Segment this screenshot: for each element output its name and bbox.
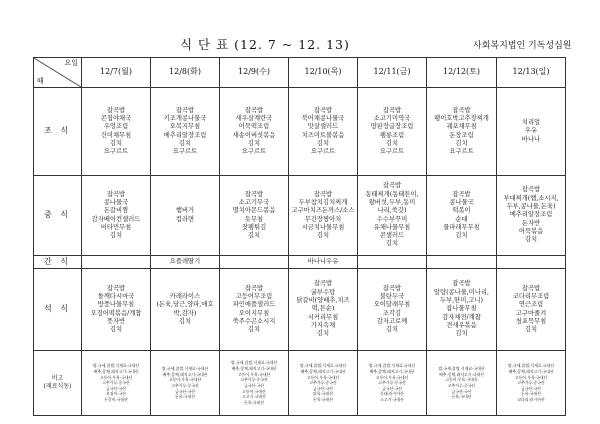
menu-cell bbox=[151, 176, 220, 256]
menu-item: 쑥주수곤소시지 bbox=[232, 317, 276, 325]
lunch-row bbox=[34, 176, 566, 256]
menu-cell bbox=[220, 269, 289, 351]
notes-cell bbox=[358, 351, 427, 416]
menu-item: 팽이호박고추장찌개 bbox=[434, 114, 489, 122]
meal-label-text: 간 식 bbox=[44, 256, 71, 266]
meal-label-text: 석 식 bbox=[44, 304, 71, 314]
origin-note: 소고기:국내산 bbox=[380, 397, 404, 403]
menu-item: 감자채전/계찹 bbox=[442, 313, 481, 321]
menu-item: 시커리무침 bbox=[307, 313, 339, 321]
origin-note: 배추,콩채,돼지고기:국내산 bbox=[369, 368, 415, 374]
origin-note: 배추,콩채,돼지고기:국내산 bbox=[162, 371, 208, 377]
menu-item: 김치 bbox=[524, 326, 538, 334]
notes-cell bbox=[151, 351, 220, 416]
day-header: 12/7(월) bbox=[82, 58, 151, 88]
menu-item: 카레라이스 bbox=[169, 292, 201, 300]
menu-item: 김치 bbox=[455, 232, 468, 240]
menu-cell bbox=[427, 269, 497, 351]
menu-cell bbox=[151, 256, 220, 269]
day-header: 12/12(토) bbox=[427, 58, 497, 88]
menu-item: 잡곡밥 bbox=[175, 106, 195, 114]
menu-item: 어묵볶음 bbox=[518, 227, 544, 235]
menu-item: 잡곡밥 bbox=[521, 284, 541, 292]
menu-cell bbox=[82, 88, 151, 176]
menu-item: 잣팽튀김 bbox=[241, 223, 267, 231]
menu-item: 새우살계란국 bbox=[235, 114, 273, 122]
menu-item: 건미채무침 bbox=[100, 131, 132, 139]
origin-note: 고추가루:중국산 bbox=[240, 377, 268, 383]
notes-cell bbox=[427, 351, 497, 416]
menu-cell bbox=[82, 256, 151, 269]
menu-item: 알탕(콩나물,미나리, bbox=[433, 288, 490, 296]
menu-item: (돈육,당근,양파,애호 bbox=[156, 301, 214, 309]
menu-item: 풋자반 bbox=[106, 317, 126, 325]
menu-cell bbox=[497, 256, 566, 269]
origin-note: 돈육:국내산 bbox=[520, 391, 542, 397]
notes-cell bbox=[289, 351, 358, 416]
menu-item: 오복지무침 bbox=[169, 123, 201, 131]
menu-item: 잡곡밥 bbox=[382, 106, 402, 114]
menu-item: 견새우볶음 bbox=[446, 321, 477, 329]
menu-item: 김치 bbox=[455, 330, 468, 338]
menu-cell bbox=[289, 88, 358, 176]
menu-cell bbox=[427, 176, 497, 256]
notes-cell bbox=[82, 351, 151, 416]
menu-item: 감자고로께 bbox=[376, 317, 408, 325]
menu-item: 무간장짱아치 bbox=[304, 215, 342, 223]
menu-cell bbox=[497, 269, 566, 351]
menu-cell bbox=[358, 176, 427, 256]
menu-item: 왕버섯,두부,동미 bbox=[368, 198, 416, 206]
title-area bbox=[0, 0, 600, 52]
menu-table bbox=[33, 57, 566, 416]
menu-item: 바나나우유 bbox=[307, 257, 339, 265]
menu-item: 파인애플샐러드 bbox=[232, 301, 276, 309]
menu-item: 돈갈비찜 bbox=[103, 207, 129, 215]
meal-label bbox=[34, 176, 82, 256]
menu-cell bbox=[220, 176, 289, 256]
menu-item: 떡,튼순) bbox=[311, 305, 335, 313]
menu-item: 김치 bbox=[247, 232, 261, 240]
menu-item: 김치 bbox=[385, 326, 399, 334]
origin-note: 돈육:국내산 bbox=[174, 394, 196, 400]
origin-note: 고등어,우육:국내산 bbox=[445, 377, 478, 383]
meal-label-text: 비고 bbox=[51, 374, 64, 382]
menu-item: 오이달래무침 bbox=[373, 301, 411, 309]
menu-item: 수수부꾸미 bbox=[376, 215, 408, 223]
menu-item: 돗무침 bbox=[244, 215, 264, 223]
menu-item: 오징어떡볶음/계찹 bbox=[90, 309, 142, 317]
menu-item: 청포묵무침 bbox=[515, 317, 547, 325]
menu-item: 바나나 bbox=[521, 135, 541, 143]
menu-item: 돈장조림 bbox=[449, 131, 474, 139]
menu-item: 소고기무국 bbox=[238, 198, 270, 206]
menu-item: 고구마치즈돈까스/소스 bbox=[291, 207, 355, 215]
origin-note: 배추,콩채,돼지고기:국내산 bbox=[438, 371, 485, 377]
origin-note: 돈육:국내산 bbox=[312, 397, 334, 403]
menu-cell bbox=[151, 88, 220, 176]
origin-note: 고등어:국내산 bbox=[242, 388, 266, 394]
notes-cell bbox=[220, 351, 289, 416]
menu-cell bbox=[497, 88, 566, 176]
menu-item: 콘칩야채국 bbox=[100, 114, 132, 122]
menu-item: 잡곡밥 bbox=[313, 106, 333, 114]
menu-item: 고등어무조림 bbox=[235, 292, 273, 300]
menu-item: 김치 bbox=[109, 232, 123, 240]
menu-item: 요구르트 bbox=[241, 148, 267, 156]
meal-label bbox=[34, 256, 82, 269]
origin-note: 배추,콩채,돼지고기:국내산 bbox=[300, 368, 346, 374]
origin-note: 쌀,국세,잡쌀,식재료:국내산 bbox=[92, 363, 140, 369]
origin-note: 돈갈비:국내산 bbox=[104, 397, 128, 403]
origin-note: 금국산:국산 bbox=[174, 388, 196, 394]
menu-cell bbox=[289, 176, 358, 256]
menu-cell bbox=[82, 176, 151, 256]
menu-cell bbox=[358, 88, 427, 176]
origin-note: 배추,콩채,돼지고기:국내산 bbox=[93, 368, 139, 374]
menu-item: 가지속채 bbox=[310, 321, 336, 329]
menu-item: 두부,딴미,고니) bbox=[440, 297, 483, 305]
menu-item: 메추리알장조림 bbox=[163, 131, 207, 139]
menu-item: 잡곡밥 bbox=[382, 182, 402, 190]
corner-meal-label: 때 bbox=[37, 76, 44, 85]
origin-note: 쌀,국세,잡쌀,식재료:국내산 bbox=[161, 366, 209, 372]
notes-row bbox=[34, 351, 566, 416]
menu-item: 치리얼 bbox=[521, 119, 541, 127]
menu-item: 잡곡밥 bbox=[452, 106, 471, 114]
menu-item: 잡곡밥 bbox=[313, 280, 333, 288]
menu-item: 잡곡밥 bbox=[244, 106, 264, 114]
day-header: 12/10(목) bbox=[289, 58, 358, 88]
menu-item: 김치 bbox=[385, 139, 399, 147]
menu-item: 요구르트 bbox=[172, 148, 198, 156]
menu-item: 김치 bbox=[178, 317, 192, 325]
origin-note: 금국산:국산 bbox=[381, 385, 403, 391]
origin-note: 금국산:국산 bbox=[520, 385, 542, 391]
menu-item: 돈자반 bbox=[521, 219, 541, 227]
day-header: 12/13(일) bbox=[497, 58, 566, 88]
meal-label-text: (재료식동) bbox=[43, 383, 72, 390]
menu-item: 오이지무침 bbox=[238, 309, 270, 317]
menu-item: 김치 bbox=[247, 326, 261, 334]
menu-item: 잡곡밥 bbox=[244, 190, 264, 198]
menu-item: 치즈미트볼볶음 bbox=[301, 131, 345, 139]
menu-cell bbox=[427, 88, 497, 176]
menu-item: 굴부수탕 bbox=[310, 288, 336, 296]
menu-item: 코다리무조림 bbox=[512, 292, 550, 300]
meal-label bbox=[34, 269, 82, 351]
menu-item: 요플레딸기 bbox=[169, 257, 201, 265]
menu-item: 김치 bbox=[178, 139, 192, 147]
menu-item: 불탄두국 bbox=[379, 292, 405, 300]
menu-item: 요구르트 bbox=[310, 148, 336, 156]
origin-note: 쌀,국세,잡쌀,식재료:국내산 bbox=[230, 360, 278, 366]
origin-note: 닭육:국내산 bbox=[312, 391, 334, 397]
menu-item: 감자베이컨샐러드 bbox=[91, 215, 141, 223]
menu-item: 김치 bbox=[316, 330, 330, 338]
menu-cell bbox=[497, 176, 566, 256]
menu-item: 방풍나물무침 bbox=[97, 301, 135, 309]
menu-item: 물파래무무침 bbox=[443, 223, 480, 231]
menu-item: 김치 bbox=[109, 139, 123, 147]
origin-note: 금국산:국산 bbox=[243, 383, 265, 388]
origin-note: 동태:러시아산 bbox=[380, 391, 404, 397]
menu-item: 김치 bbox=[109, 326, 123, 334]
menu-item: 팽롱조림 bbox=[379, 131, 405, 139]
origin-note: 고등어,우육:국내산 bbox=[168, 377, 202, 383]
menu-cell bbox=[220, 88, 289, 176]
meal-label-text: 중 식 bbox=[44, 210, 71, 220]
menu-item: 새송이버섯볶음 bbox=[232, 131, 276, 139]
origin-note: 쌀,국세,잡쌀,식재료:국내산 bbox=[438, 366, 485, 372]
menu-item: 김치 bbox=[385, 240, 399, 248]
menu-item: 요구르트 bbox=[103, 148, 129, 156]
menu-item: 비타민무침 bbox=[100, 223, 132, 231]
origin-note: 배추,콩채,돼지고기:국내산 bbox=[231, 366, 277, 372]
menu-item: 햄버거 bbox=[175, 207, 195, 215]
menu-item: 잡나물무침 bbox=[446, 305, 477, 313]
menu-item: 콘샐러드 bbox=[379, 232, 405, 240]
origin-note: 고추가루:중국산 bbox=[309, 380, 337, 386]
origin-note: 고추가루:중국산 bbox=[517, 380, 545, 386]
menu-item: 두부참치김치찌개 bbox=[298, 198, 348, 206]
menu-item: 떡볶이 bbox=[452, 207, 471, 215]
origin-note: 돈육:국내산 bbox=[451, 394, 472, 400]
origin-note: 쌀,국세,잡쌀,식재료:국내산 bbox=[507, 363, 555, 369]
origin-note: 고등어,우육:국내산 bbox=[514, 374, 548, 380]
menu-item: 부대찌개(햄,소시지, bbox=[503, 194, 559, 202]
menu-cell bbox=[358, 256, 427, 269]
origin-note: 고추가루:중국산 bbox=[447, 383, 476, 388]
menu-item: 잡곡밥 bbox=[452, 190, 471, 198]
corner-cell bbox=[34, 58, 82, 88]
day-header: 12/9(수) bbox=[220, 58, 289, 88]
corner-day-label: 요일 bbox=[64, 59, 78, 67]
origin-note: 금국산:국산 bbox=[105, 385, 127, 391]
menu-cell bbox=[427, 256, 497, 269]
origin-note: 고추가루:중국산 bbox=[378, 380, 406, 386]
menu-item: 박,감자) bbox=[173, 309, 197, 317]
page-title: 식 단 표 (12. 7 ~ 12. 13) bbox=[180, 37, 350, 52]
origin-note: 쌀,국세,잡쌀,식재료:국내산 bbox=[368, 363, 416, 369]
menu-cell bbox=[82, 269, 151, 351]
menu-item: 잡곡밥 bbox=[106, 284, 126, 292]
menu-item: 김치 bbox=[524, 236, 538, 244]
menu-item: 연근조림 bbox=[518, 301, 544, 309]
menu-cell bbox=[220, 256, 289, 269]
origin-note: 코다리:러시아산 bbox=[517, 397, 545, 403]
origin-note: 고등어,우육:국내산 bbox=[375, 374, 409, 380]
menu-item: 콩나물국 bbox=[103, 198, 129, 206]
menu-item: 키조개콩나물국 bbox=[163, 114, 207, 122]
menu-item: 잡곡밥 bbox=[521, 186, 541, 194]
menu-item: 두부,콩나물,돈육) bbox=[506, 203, 556, 211]
menu-item: 소고기미역국 bbox=[373, 114, 411, 122]
origin-note: 고등어,우육:국내산 bbox=[306, 374, 340, 380]
origin-note: 오징어:국산 bbox=[105, 391, 127, 397]
menu-item: 땅판장글장조림 bbox=[370, 123, 414, 131]
menu-item: 김치 bbox=[247, 139, 261, 147]
menu-item: 요구르트 bbox=[379, 148, 405, 156]
snack-row bbox=[34, 256, 566, 269]
origin-note: 돈육:국내산 bbox=[243, 399, 265, 405]
menu-cell bbox=[151, 269, 220, 351]
origin-note: 고추가루:중국산 bbox=[171, 383, 199, 388]
menu-item: 궤포채무침 bbox=[446, 123, 477, 131]
menu-item: 나리,쑥갓) bbox=[377, 207, 407, 215]
header-row bbox=[34, 58, 566, 88]
menu-item: 닭갈비(양배추,치즈 bbox=[296, 297, 350, 305]
menu-item: 시금치나물무침 bbox=[301, 223, 345, 231]
menu-item: 잡곡밥 bbox=[106, 190, 126, 198]
menu-item: 멸치아몬드볶음 bbox=[232, 207, 276, 215]
menu-item: 북어채콩나물국 bbox=[301, 114, 345, 122]
day-header: 12/8(화) bbox=[151, 58, 220, 88]
menu-item: 잡곡밥 bbox=[313, 190, 333, 198]
menu-item: 유채나물무침 bbox=[373, 223, 411, 231]
origin-note: 고추가루:중국산 bbox=[102, 380, 130, 386]
menu-item: 김치 bbox=[455, 139, 468, 147]
menu-cell bbox=[289, 256, 358, 269]
origin-note: 금국산:국산 bbox=[451, 388, 472, 394]
menu-item: 잡곡밥 bbox=[452, 280, 471, 288]
menu-item: 고구마줄겨 bbox=[515, 309, 547, 317]
meal-label-text: 조 식 bbox=[44, 126, 71, 136]
menu-item: 잡곡밥 bbox=[382, 284, 402, 292]
meal-label bbox=[34, 351, 82, 416]
menu-item: 잡곡밥 bbox=[244, 284, 264, 292]
menu-item: 돌깨다시마국 bbox=[97, 292, 135, 300]
organization-name: 사회복지법인 기독성심원 bbox=[473, 41, 572, 51]
breakfast-row bbox=[34, 88, 566, 176]
origin-note: 금국산:국산 bbox=[312, 385, 334, 391]
menu-item: 김치 bbox=[316, 232, 330, 240]
menu-item: 잡곡밥 bbox=[106, 106, 126, 114]
menu-item: 메추리알장조림 bbox=[509, 211, 553, 219]
day-header: 12/11(금) bbox=[358, 58, 427, 88]
menu-item: 컵라면 bbox=[175, 215, 195, 223]
origin-note: 고등어,우육:국내산 bbox=[99, 374, 133, 380]
origin-note: 고등어,우육:국내산 bbox=[237, 371, 271, 377]
origin-note: 소고기:국내산 bbox=[242, 394, 266, 400]
menu-cell bbox=[289, 269, 358, 351]
meal-label bbox=[34, 88, 82, 176]
menu-item: 우유 bbox=[524, 127, 538, 135]
menu-item: 콩나물국 bbox=[449, 198, 474, 206]
menu-item: 요구르트 bbox=[449, 148, 474, 156]
notes-cell bbox=[497, 351, 566, 416]
menu-item: 어묵떡조림 bbox=[238, 123, 270, 131]
menu-item: 조각김 bbox=[382, 309, 402, 317]
dinner-row bbox=[34, 269, 566, 351]
menu-cell bbox=[358, 269, 427, 351]
origin-note: 배추,콩채,돼지고기:국내산 bbox=[508, 368, 554, 374]
menu-item: 김치 bbox=[316, 139, 330, 147]
menu-item: 순대 bbox=[455, 215, 468, 223]
origin-note: 쌀,국세,잡쌀,식재료:국내산 bbox=[299, 363, 347, 369]
menu-item: 우엉조림 bbox=[103, 123, 129, 131]
menu-item: 동태찌개(동태튼이, bbox=[365, 190, 419, 198]
menu-item: 맛살샐러드 bbox=[307, 123, 339, 131]
